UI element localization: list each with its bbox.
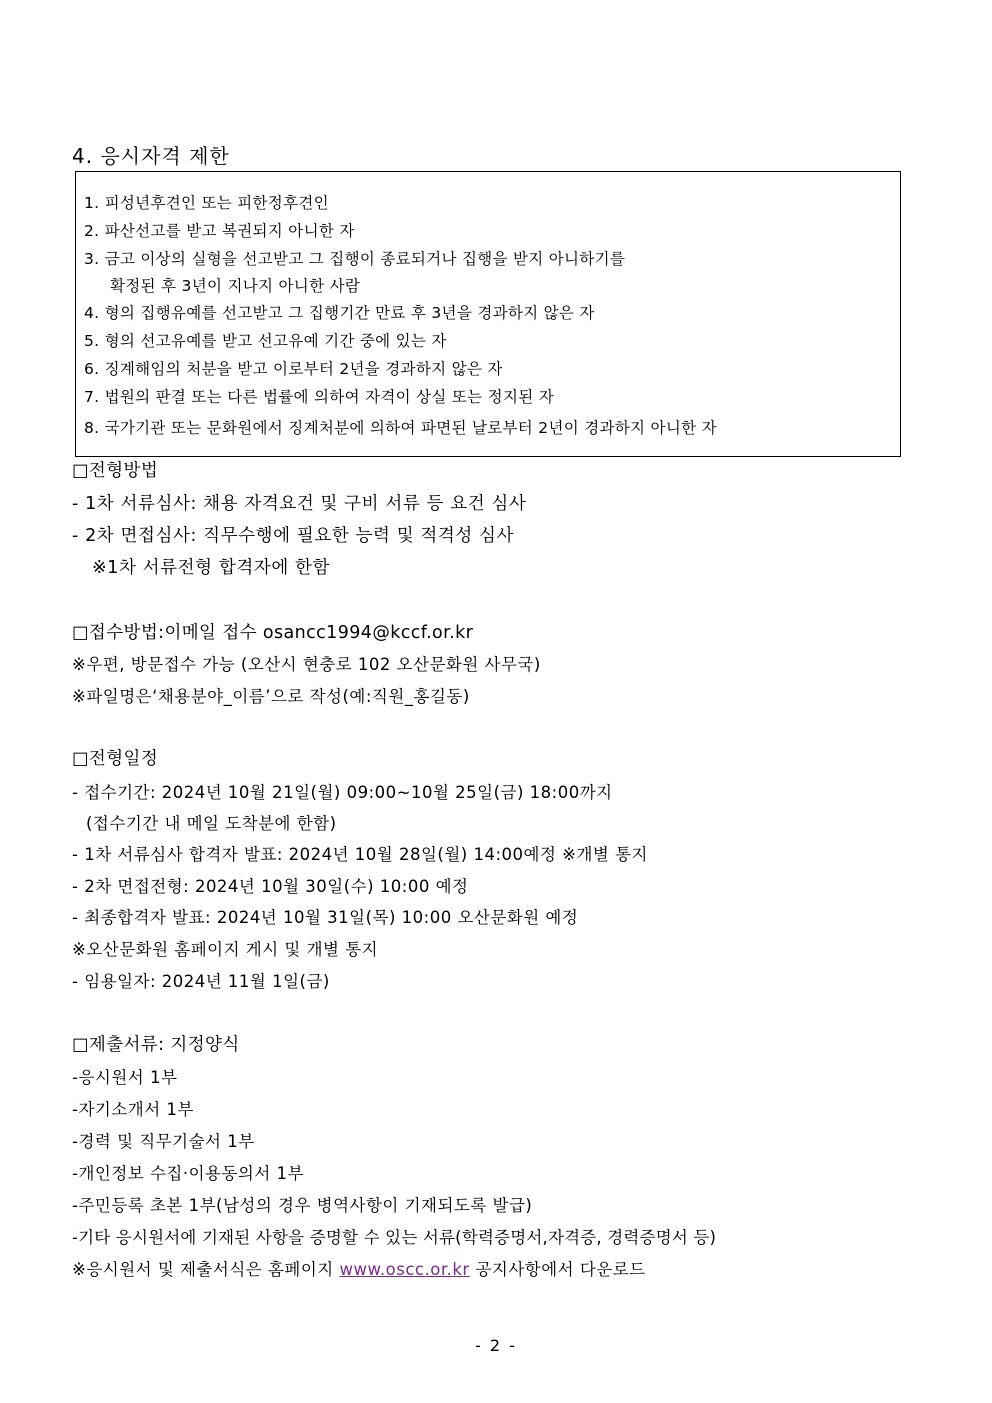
schedule-line-4: - 2차 면접전형: 2024년 10월 30일(수) 10:00 예정: [72, 877, 469, 896]
schedule-line-2: (접수기간 내 메일 도착분에 한함): [86, 814, 337, 833]
restriction-item-8: 8. 국가기관 또는 문화원에서 징계처분에 의하여 파면된 날로부터 2년이 경과하지 아니한 자: [84, 419, 717, 437]
restriction-item-4: 4. 형의 집행유예를 선고받고 그 집행기간 만료 후 3년을 경과하지 않은 자: [84, 304, 595, 322]
restriction-item-3-cont: 확정된 후 3년이 지나지 아니한 사람: [110, 277, 361, 295]
documents-title: □제출서류: 지정양식: [72, 1035, 240, 1055]
selection-method-title: □전형방법: [72, 461, 159, 481]
document-item-4: -개인정보 수집·이용동의서 1부: [72, 1164, 304, 1183]
document-item-5: -주민등록 초본 1부(남성의 경우 병역사항이 기재되도록 발급): [72, 1196, 533, 1215]
document-item-2: -자기소개서 1부: [72, 1100, 194, 1119]
section-4-title: 4. 응시자격 제한: [72, 144, 230, 168]
schedule-line-5: - 최종합격자 발표: 2024년 10월 31일(목) 10:00 오산문화원 예정: [72, 908, 579, 927]
restriction-item-6: 6. 징계해임의 처분을 받고 이로부터 2년을 경과하지 않은 자: [84, 360, 503, 378]
restriction-item-7: 7. 법원의 판결 또는 다른 법률에 의하여 자격이 상실 또는 정지된 자: [84, 388, 554, 406]
application-method-title: □접수방법:이메일 접수 osancc1994@kccf.or.kr: [72, 623, 474, 643]
download-note-suffix: 공지사항에서 다운로드: [469, 1260, 646, 1279]
document-item-6: -기타 응시원서에 기재된 사항을 증명할 수 있는 서류(학력증명서,자격증, 경력증명서 등): [72, 1228, 717, 1247]
schedule-title: □전형일정: [72, 749, 159, 769]
download-note-prefix: ※응시원서 및 제출서식은 홈페이지: [72, 1260, 340, 1279]
application-note-2: ※파일명은‘채용분야_이름’으로 작성(예:직원_홍길동): [72, 687, 470, 706]
restriction-item-3: 3. 금고 이상의 실형을 선고받고 그 집행이 종료되거나 집행을 받지 아니하기를: [84, 250, 626, 268]
homepage-link[interactable]: www.oscc.or.kr: [339, 1260, 470, 1279]
selection-method-line-1: - 1차 서류심사: 채용 자격요건 및 구비 서류 등 요건 심사: [72, 494, 527, 514]
page-number: - 2 -: [475, 1336, 517, 1355]
documents-download-note: [72, 1256, 646, 1280]
restriction-item-1: 1. 피성년후견인 또는 피한정후견인: [84, 194, 329, 212]
document-item-3: -경력 및 직무기술서 1부: [72, 1132, 255, 1151]
selection-method-line-2: - 2차 면접심사: 직무수행에 필요한 능력 및 적격성 심사: [72, 526, 515, 546]
schedule-line-1: - 접수기간: 2024년 10월 21일(월) 09:00~10월 25일(금) 18:00까지: [72, 783, 613, 802]
schedule-line-6: ※오산문화원 홈페이지 게시 및 개별 통지: [72, 940, 379, 959]
document-item-1: -응시원서 1부: [72, 1068, 178, 1087]
eligibility-restrictions-box: [75, 171, 901, 457]
schedule-line-3: - 1차 서류심사 합격자 발표: 2024년 10월 28일(월) 14:00예정 ※개별 통지: [72, 845, 648, 864]
application-note-1: ※우편, 방문접수 가능 (오산시 현충로 102 오산문화원 사무국): [72, 655, 541, 674]
restriction-item-2: 2. 파산선고를 받고 복권되지 아니한 자: [84, 222, 355, 240]
schedule-line-7: - 임용일자: 2024년 11월 1일(금): [72, 972, 330, 991]
selection-method-note: ※1차 서류전형 합격자에 한함: [92, 558, 331, 578]
restriction-item-5: 5. 형의 선고유예를 받고 선고유예 기간 중에 있는 자: [84, 332, 447, 350]
